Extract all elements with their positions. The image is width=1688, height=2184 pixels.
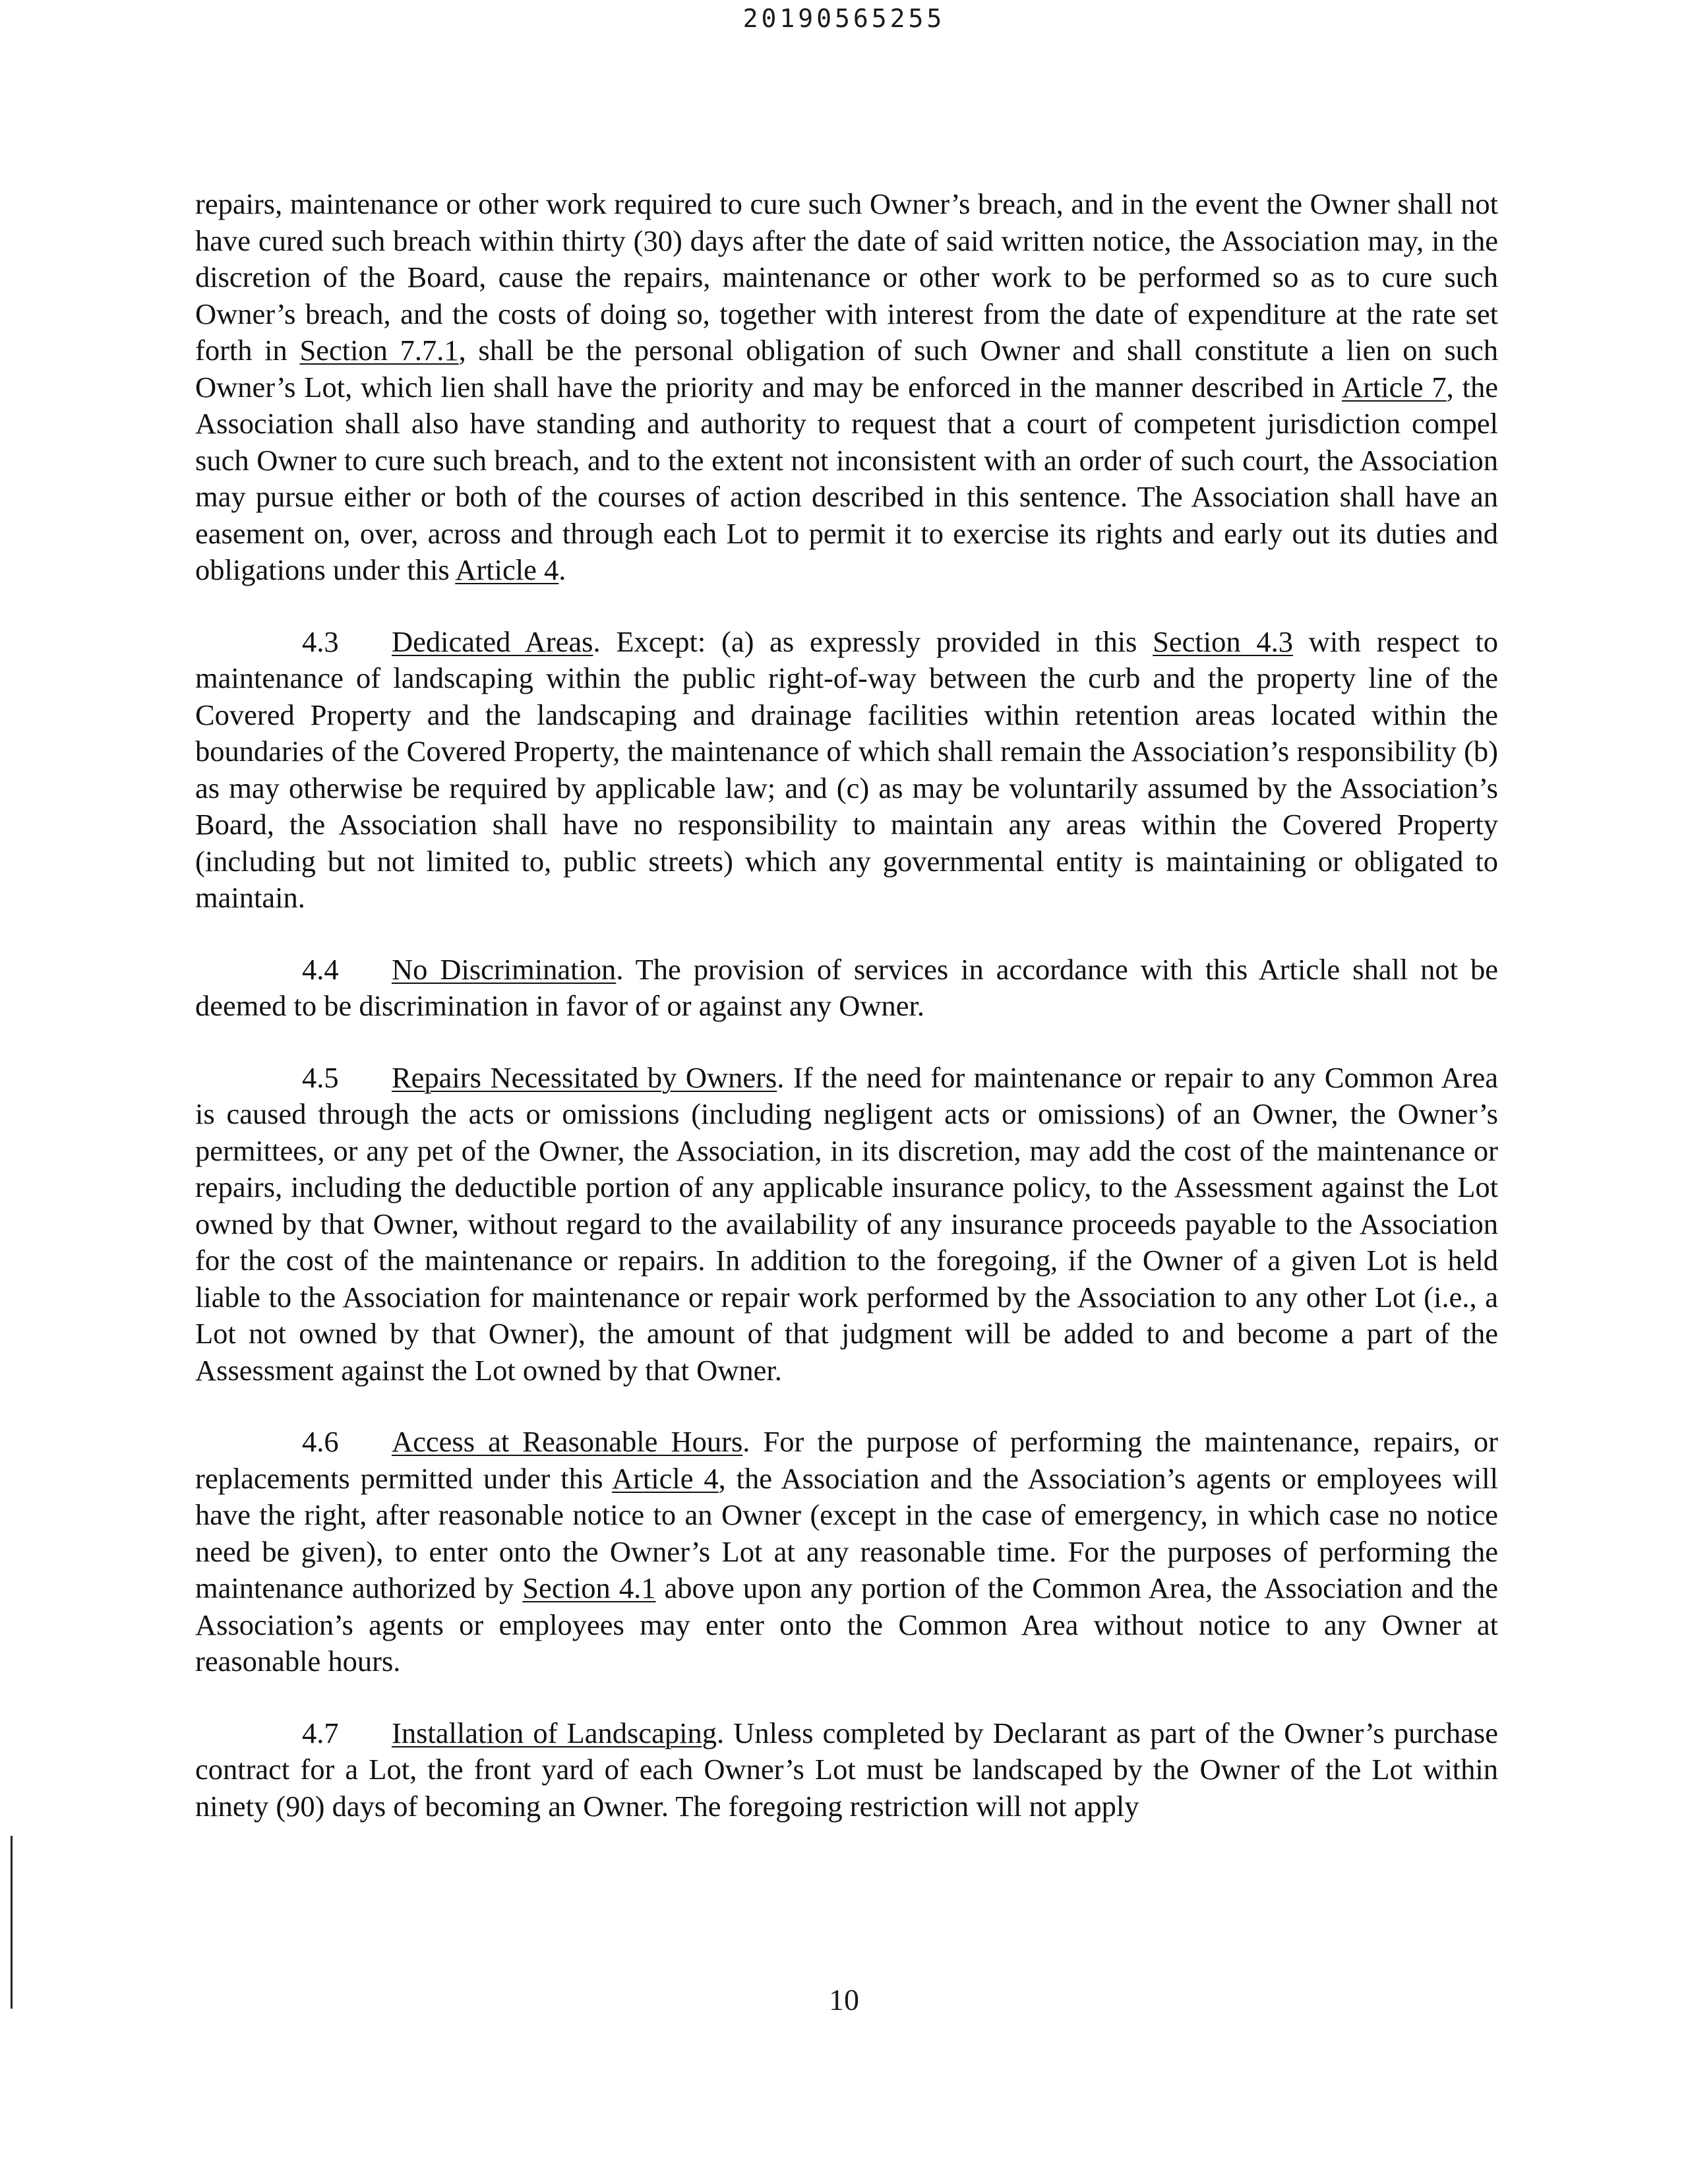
section-number: 4.4: [302, 952, 339, 986]
cross-reference: Section 7.7.1: [299, 334, 459, 367]
section-text: above upon any portion of the Common Area, the Association and the Association’s agents or employees may enter onto the Common Area without notice to any Owner at reasonable hours.: [195, 1571, 1498, 1678]
section-4-5: [195, 1060, 1498, 1389]
section-4-7: [195, 1715, 1498, 1825]
section-text: with respect to maintenance of landscaping within the public right-of-way between the curb and the property line of the Covered Property and the landscaping and drainage facilities within retention areas located within the boundaries of the Covered Property, the maintenance of which shall remain the Association’s responsibility (b) as may otherwise be required by applicable law; and (c) as may be voluntarily assumed by the Association’s Board, the Association shall have no responsibility to maintain any areas within the Covered Property (including but not limited to, public streets) which any governmental entity is maintaining or obligated to maintain.: [195, 624, 1498, 914]
section-text: . If the need for maintenance or repair to any Common Area is caused through the acts or omissions (including negligent acts or omissions) of an Owner, the Owner’s permittees, or any pet of the Owner, the Association, in its discretion, may add the cost of the maintenance or repairs, including the deductible portion of any applicable insurance policy, to the Assessment against the Lot owned by that Owner, without regard to the availability of any insurance proceeds payable to the Association for the cost of the maintenance or repairs. In addition to the foregoing, if the Owner of a given Lot is held liable to the Association for maintenance or repair work performed by the Association to any other Lot (i.e., a Lot not owned by that Owner), the amount of that judgment will be added to and become a part of the Assessment against the Lot owned by that Owner.: [195, 1060, 1498, 1387]
paragraph-text: , shall be the personal obligation of such Owner and shall constitute a lien on such Owner’s Lot, which lien shall have the priority and may be enforced in the manner described in: [195, 334, 1498, 404]
section-number: 4.6: [302, 1425, 339, 1458]
document-body: [195, 186, 1498, 1860]
paragraph-text: .: [558, 553, 566, 586]
cross-reference: Article 4: [611, 1461, 719, 1495]
section-heading: Installation of Landscaping: [392, 1716, 717, 1749]
section-heading: Access at Reasonable Hours: [392, 1425, 743, 1458]
section-text: . Unless completed by Declarant as part of the Owner’s purchase contract for a Lot, the front yard of each Owner’s Lot must be landscaped by the Owner of the Lot within ninety (90) days of becoming an Owner. The foregoing restriction will not apply: [195, 1716, 1498, 1823]
section-4-4: [195, 952, 1498, 1025]
paragraph-text: , the Association shall also have standing and authority to request that a court of competent jurisdiction compel such Owner to cure such breach, and to the extent not inconsistent with an order of such court, the Association may pursue either or both of the courses of action described in this sentence. The Association shall have an easement on, over, across and through each Lot to permit it to exercise its rights and early out its duties and obligations under this: [195, 370, 1498, 586]
section-heading: Dedicated Areas: [392, 624, 593, 658]
section-heading: Repairs Necessitated by Owners: [392, 1060, 777, 1094]
paragraph-text: repairs, maintenance or other work required to cure such Owner’s breach, and in the event the Owner shall not have cured such breach within thirty (30) days after the date of said written notice, the Association may, in the discretion of the Board, cause the repairs, maintenance or other work to be performed so as to cure such Owner’s breach, and the costs of doing so, together with interest from the date of expenditure at the rate set forth in: [195, 187, 1498, 367]
page-number: 10: [829, 1983, 859, 2017]
paragraph-continuation: [195, 186, 1498, 589]
section-number: 4.3: [302, 624, 339, 658]
section-heading: No Discrimination: [392, 952, 617, 986]
section-text: . Except: (a) as expressly provided in this: [593, 624, 1153, 658]
section-text: , the Association and the Association’s agents or employees will have the right, after reasonable notice to an Owner (except in the case of emergency, in which case no notice need be given), to enter onto the Owner’s Lot at any reasonable time. For the purposes of performing the maintenance authorized by: [195, 1461, 1498, 1604]
cross-reference: Section 4.3: [1153, 624, 1293, 658]
section-text: . The provision of services in accordance with this Article shall not be deemed to be discrimination in favor of or against any Owner.: [195, 952, 1498, 1022]
section-4-6: [195, 1424, 1498, 1680]
cross-reference: Article 4: [455, 553, 559, 586]
cross-reference: Section 4.1: [522, 1571, 656, 1604]
section-text: . For the purpose of performing the maintenance, repairs, or replacements permitted under this: [195, 1425, 1498, 1495]
document-number: 20190565255: [742, 4, 946, 33]
section-number: 4.5: [302, 1060, 339, 1094]
section-number: 4.7: [302, 1716, 339, 1749]
cross-reference: Article 7: [1341, 370, 1447, 404]
section-4-3: [195, 624, 1498, 917]
